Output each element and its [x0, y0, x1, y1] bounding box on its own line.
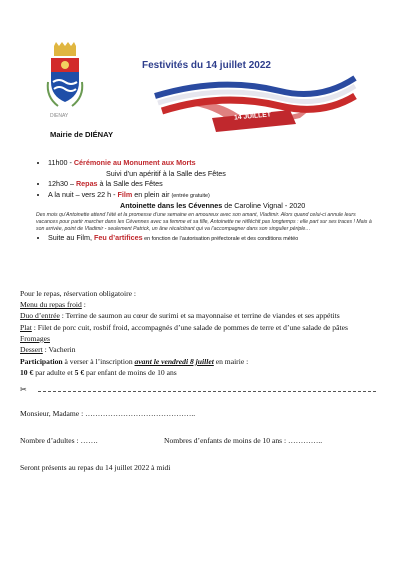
deadline-text: avant le vendredi 8 juillet [134, 357, 214, 366]
program-item: • Suite au Film, Feu d’artifices en fonction de l’autorisation préfectorale et des conditions météo [48, 233, 376, 245]
page-title: Festivités du 14 juillet 2022 [142, 60, 271, 71]
program-item: • 12h30 – Repas à la Salle des Fêtes [48, 179, 376, 190]
form-adults-line: Nombre d’adultes : ……. [20, 436, 98, 445]
menu-title: Menu du repas froid [20, 300, 82, 310]
child-price: 5 € [74, 368, 85, 378]
plat-text: : Filet de porc cuit, rosbif froid, accompagnés d’une salade de pommes de terre et d’une salade de pâtes [31, 322, 348, 332]
ceremony-text: Cérémonie au Monument aux Morts [73, 158, 196, 167]
film-text: Film [117, 189, 133, 199]
duo-label: Duo d’entrée [20, 311, 60, 321]
plat-label: Plat [20, 322, 32, 332]
participation-label: Participation [20, 357, 63, 366]
form-footer-text: Seront présents au repas du 14 juillet 2022 à midi [20, 463, 171, 472]
cut-line [20, 386, 376, 396]
aperitif-text: Suivi d’un apéritif à la Salle des Fêtes [106, 168, 226, 178]
ribbon-text: 14 JUILLET [233, 111, 272, 122]
participation-section: Participation à verser à l’inscription avant le vendredi 8 juillet en mairie : 10 € par adulte et 5 € par enfant de moins de 10 ans [20, 357, 249, 378]
program-item: • A la nuit – vers 22 h - Film en plein air (entrée gratuite) Antoinette dans les Cévennes de Caroline Vignal - 2020 Des mois qu’Antoinette attend l’été et la promesse d’une semaine en amoureux avec son amant, Vladimir. Alors quand celui-ci annule leurs vacances pour partir marcher dans les Cévennes avec sa femme et sa fille, Antoinette ne réfléchit pas longtemps : elle part sur ses traces ! Mais à son arrivée, point de Vladimir - seulement Patrick, un âne récalcitrant qui va l’accompagner dans son singulier périple… [48, 190, 376, 233]
dessert-text: : Vacherin [42, 345, 76, 355]
scissors-icon: ✂ [20, 385, 27, 394]
form-name-line: Monsieur, Madame : …………………………………….. [20, 409, 196, 418]
film-credit: de Caroline Vignal - 2020 [222, 201, 306, 211]
film-synopsis: Des mois qu’Antoinette attend l’été et la promesse d’une semaine en amoureux avec son amant, Vladimir. Alors quand celui-ci annule leurs vacances pour partir marcher dans les Cévennes avec sa femme et sa fille, Antoinette ne réfléchit pas longtemps : elle part sur ses traces ! Mais à son arrivée, point de Vladimir - seulement Patrick, un âne récalcitrant qui va l’accompagner dans son singulier périple… [36, 211, 372, 232]
fireworks-text: Feu d’artifices [93, 232, 143, 242]
meal-text: Repas [75, 179, 98, 189]
crest-caption: DIENAY [50, 113, 69, 119]
tricolor-ribbon-banner [150, 66, 360, 136]
meal-section: Pour le repas, réservation obligatoire : Menu du repas froid : Duo d’entrée : Terrine de saumon au cœur de surimi et sa mayonnaise et terrine de viandes et ses appétits Plat : Filet de porc cuit, rosbif froid, accompagnés d’une salade de pommes de terre et d’une salade de pâtes Fromages Dessert : Vacherin [20, 288, 380, 355]
dessert-label: Dessert [20, 345, 43, 355]
program-list [36, 158, 376, 245]
duo-text: : Terrine de saumon au cœur de surimi et sa mayonnaise et terrine de viandes et ses appétits [59, 311, 340, 321]
fromages-label: Fromages [20, 333, 50, 343]
dienay-crest-logo [44, 42, 86, 112]
form-children-line: Nombres d’enfants de moins de 10 ans : ………….. [164, 436, 323, 445]
meal-intro: Pour le repas, réservation obligatoire : [20, 289, 136, 298]
program-item: • 11h00 - Cérémonie au Monument aux Morts Suivi d’un apéritif à la Salle des Fêtes [48, 158, 376, 179]
film-title: Antoinette dans les Cévennes [120, 201, 223, 211]
mairie-label: Mairie de DIÉNAY [50, 130, 114, 139]
dashed-divider [38, 391, 376, 392]
adult-price: 10 € [20, 368, 34, 378]
